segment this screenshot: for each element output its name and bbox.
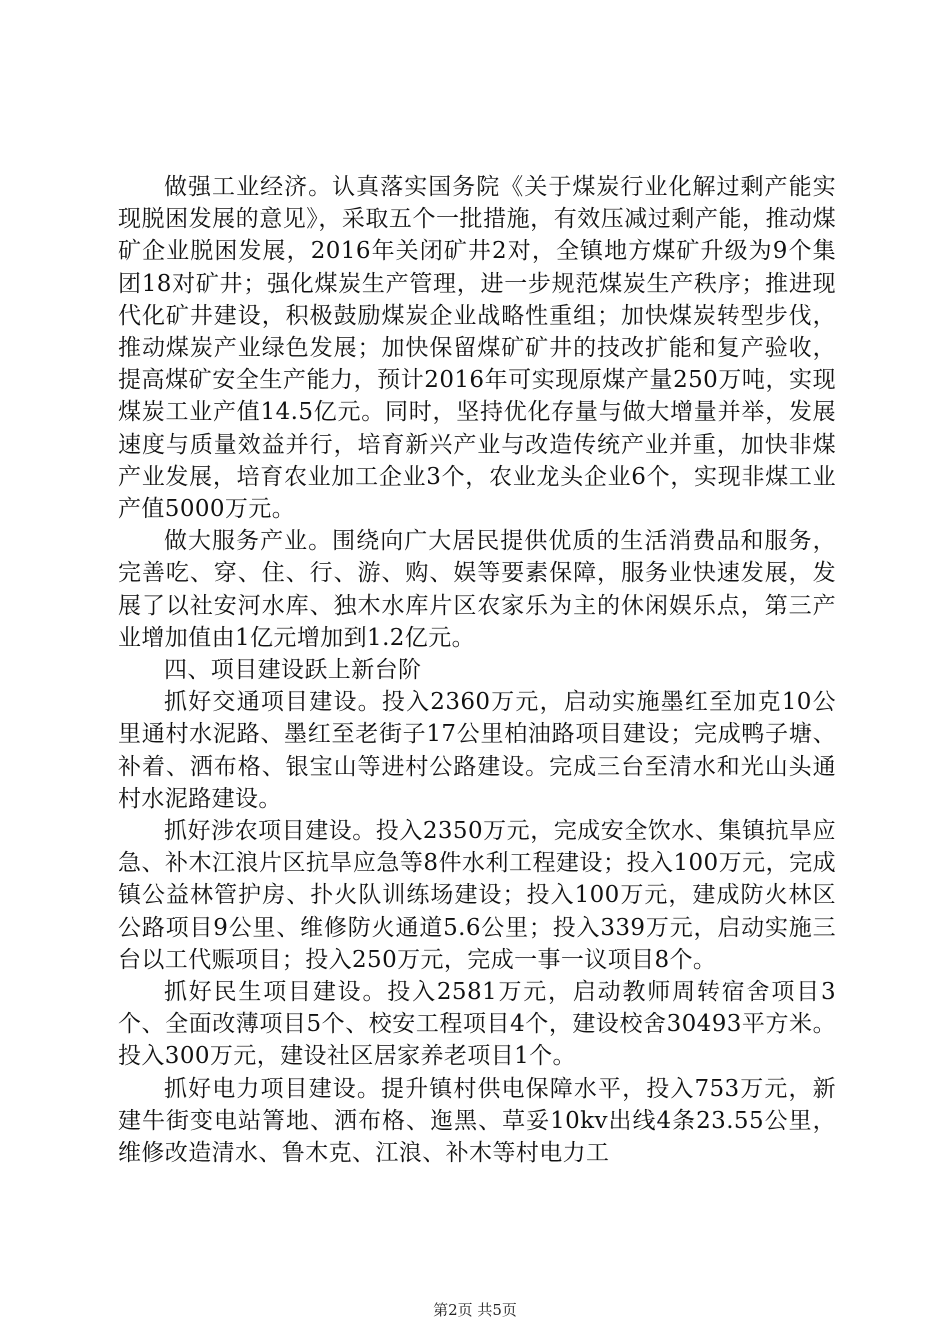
document-body (118, 171, 836, 1169)
section-heading: 四、项目建设跃上新台阶 (164, 657, 422, 684)
paragraph-services: 做大服务产业。围绕向广大居民提供优质的生活消费品和服务，完善吃、穿、住、行、游、购、娱等要素保障，服务业快速发展，发展了以社安河水库、独木水库片区农家乐为主的休闲娱乐点，第三产业增加值由1亿元增加到1.2亿元。 (118, 528, 836, 651)
paragraph-transport: 抓好交通项目建设。投入2360万元，启动实施墨红至加克10公里通村水泥路、墨红至老街子17公里柏油路项目建设；完成鸭子塘、补着、洒布格、银宝山等进村公路建设。完成三台至清水和光山头通村水泥路建设。 (118, 689, 836, 812)
paragraph-agriculture: 抓好涉农项目建设。投入2350万元，完成安全饮水、集镇抗旱应急、补木江浪片区抗旱应急等8件水利工程建设；投入100万元，完成镇公益林管护房、扑火队训练场建设；投入100万元，建成防火林区公路项目9公里、维修防火通道5.6公里；投入339万元，启动实施三台以工代赈项目；投入250万元，完成一事一议项目8个。 (118, 818, 836, 973)
paragraph-power: 抓好电力项目建设。提升镇村供电保障水平，投入753万元，新建牛街变电站箐地、洒布格、迤黑、草妥10kv出线4条23.55公里，维修改造清水、鲁木克、江浪、补木等村电力工 (118, 1075, 836, 1167)
page-number: 第2页 共5页 (433, 1301, 517, 1319)
paragraph-livelihood: 抓好民生项目建设。投入2581万元，启动教师周转宿舍项目3个、全面改薄项目5个、校安工程项目4个，建设校舍30493平方米。投入300万元，建设社区居家养老项目1个。 (118, 979, 836, 1070)
paragraph-industry: 做强工业经济。认真落实国务院《关于煤炭行业化解过剩产能实现脱困发展的意见》，采取五个一批措施，有效压减过剩产能，推动煤矿企业脱困发展，2016年关闭矿井2对，全镇地方煤矿升级为9个集团18对矿井；强化煤炭生产管理，进一步规范煤炭生产秩序；推进现代化矿井建设，积极鼓励煤炭企业战略性重组；加快煤炭转型步伐，推动煤炭产业绿色发展；加快保留煤矿矿井的技改扩能和复产验收，提高煤矿安全生产能力，预计2016年可实现原煤产量250万吨，实现煤炭工业产值14.5亿元。同时，坚持优化存量与做大增量并举，发展速度与质量效益并行，培育新兴产业与改造传统产业并重，加快非煤产业发展，培育农业加工企业3个，农业龙头企业6个，实现非煤工业产值5000万元。 (118, 174, 836, 523)
